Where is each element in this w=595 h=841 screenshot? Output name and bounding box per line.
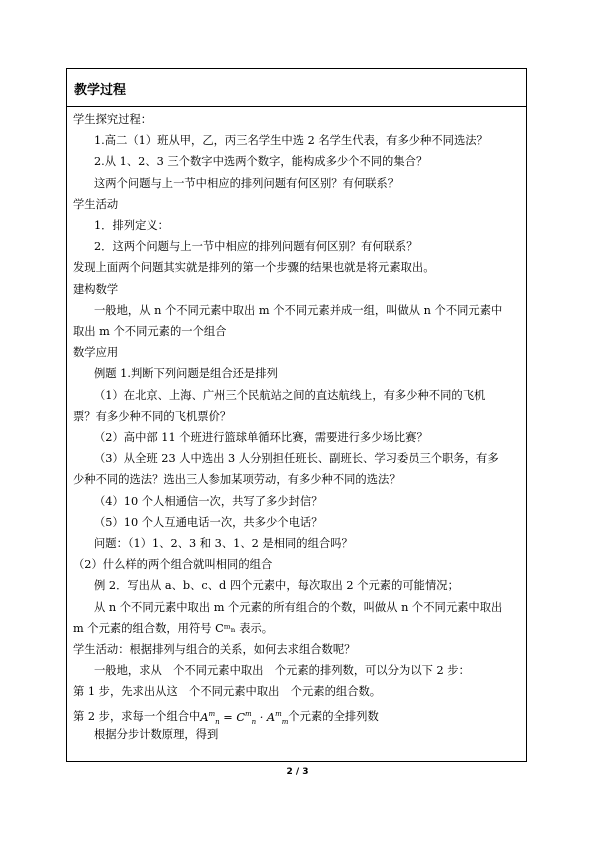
page-number: 2 / 3 [286, 767, 309, 777]
text-line: 学生探究过程： [73, 113, 153, 126]
text-line: 建构数学 [73, 282, 119, 296]
section-title: 教学过程 [74, 83, 127, 98]
text-line: 1.高二（1）班从甲，乙，丙三名学生中选 2 名学生代表，有多少种不同选法？ [94, 134, 488, 148]
document-table [66, 68, 527, 762]
text-line: 2．这两个问题与上一节中相应的排列问题有何区别？有何联系？ [94, 240, 418, 254]
text-line: （2）高中部 11 个班进行篮球单循环比赛，需要进行多少场比赛？ [94, 431, 428, 444]
text-line: 个元素的全排列数 [288, 710, 379, 724]
text-line: 这两个问题与上一节中相应的排列问题有何区别？有何联系？ [94, 176, 400, 190]
text-line: 第 2 步，求每一个组合中 [73, 710, 201, 724]
text-line: 第 1 步，先求出从这 个不同元素中取出 个元素的组合数。 [73, 685, 382, 699]
text-line: （4）10 个人相通信一次，共写了多少封信？ [94, 494, 323, 508]
formula: $A^m_n = C^m_n \cdot A^m_m$ [200, 709, 289, 726]
formula-line [73, 707, 379, 729]
text-line: 取出 m 个不同元素的一个组合 [73, 325, 227, 338]
text-line: （3）从全班 23 人中选出 3 人分别担任班长、副班长、学习委员三个职务，有多 [94, 452, 499, 466]
text-line: 数学应用 [73, 346, 119, 360]
text-line: 例题 1.判断下列问题是组合还是排列 [94, 367, 278, 381]
text-line: 学生活动 [73, 197, 119, 211]
text-line: 例 2．写出从 a、b、c、d 四个元素中，每次取出 2 个元素的可能情况； [94, 579, 459, 593]
text-line: 票？有多少种不同的飞机票价？ [73, 409, 232, 423]
text-line: 发现上面两个问题其实就是排列的第一个步骤的结果也就是将元素取出。 [73, 261, 435, 275]
text-line: （1）在北京、上海、广州三个民航站之间的直达航线上，有多少种不同的飞机 [94, 388, 486, 402]
text-line: 学生活动：根据排列与组合的关系，如何去求组合数呢？ [73, 643, 356, 656]
text-line: m 个元素的组合数，用符号 Cᵐₙ 表示。 [73, 621, 274, 635]
text-line: （5）10 个人互通电话一次，共多少个电话？ [94, 515, 323, 529]
text-line: 一般地，从 n 个不同元素中取出 m 个不同元素并成一组，叫做从 n 个不同元素中 [94, 303, 503, 317]
text-line: 1．排列定义： [94, 219, 169, 232]
header-row [67, 69, 526, 107]
text-line: 少种不同的选法？选出三人参加某项劳动，有多少种不同的选法？ [73, 473, 401, 487]
text-line: 2.从 1、2、3 三个数字中选两个数字，能构成多少个不同的集合？ [94, 155, 428, 169]
text-line: 一般地，求从 个不同元素中取出 个元素的排列数，可以分为以下 2 步： [94, 664, 470, 678]
text-line: 从 n 个不同元素中取出 m 个元素的所有组合的个数，叫做从 n 个不同元素中取出 [94, 600, 503, 614]
text-line: （2）什么样的两个组合就叫相同的组合 [73, 558, 273, 572]
text-line: 问题：（1）1、2、3 和 3、1、2 是相同的组合吗？ [94, 537, 353, 550]
text-line: 根据分步计数原理，得到 [94, 727, 219, 741]
